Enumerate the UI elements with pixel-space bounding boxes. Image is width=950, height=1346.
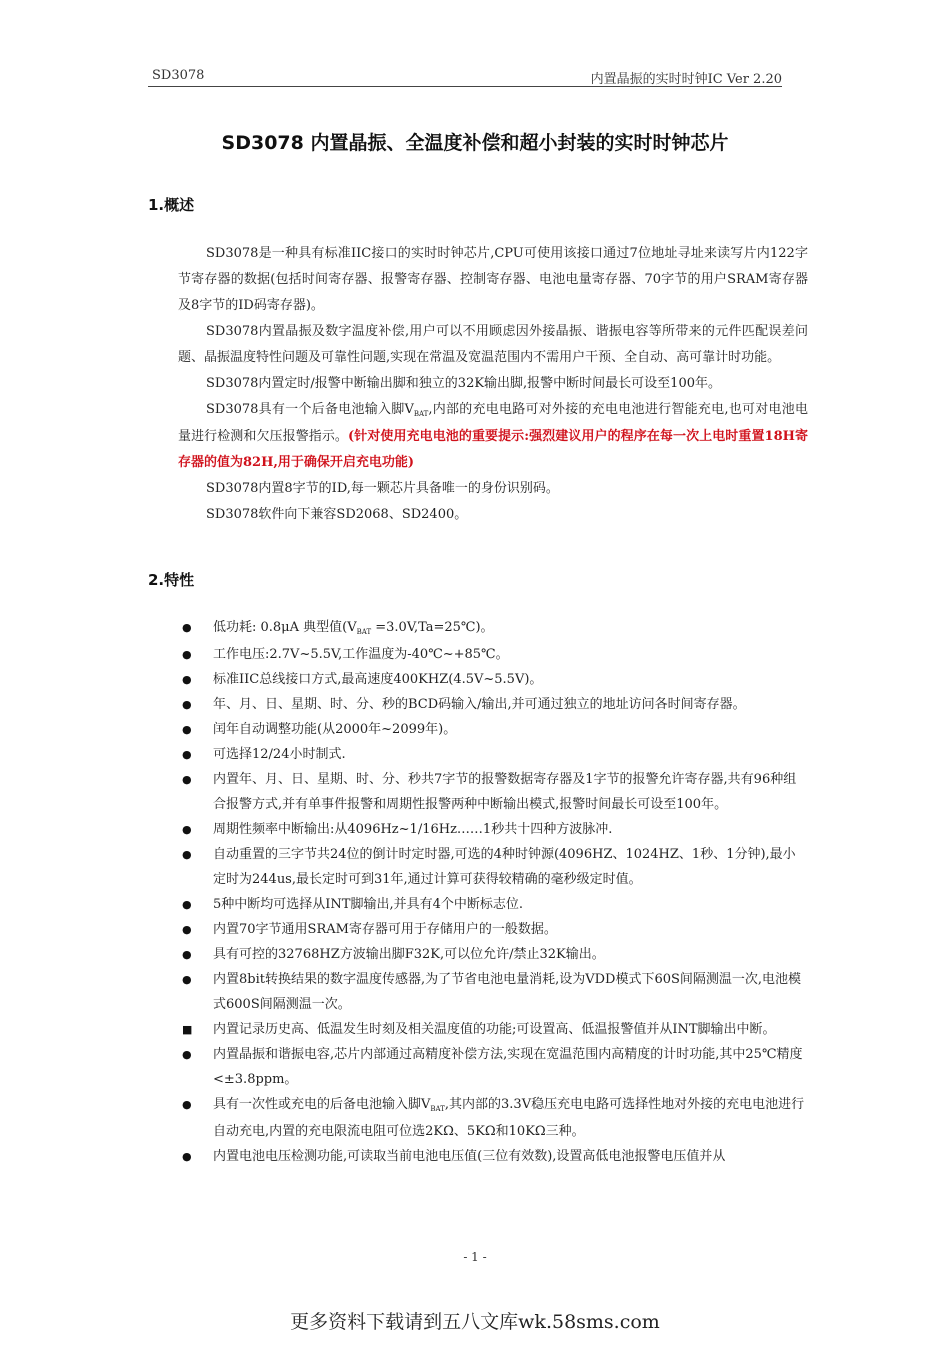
overview-section [178, 241, 808, 528]
feature-item: ● 年、月、日、星期、时、分、秒的BCD码输入/输出,并可通过独立的地址访问各时间寄存器。 [178, 692, 808, 717]
bullet-icon: ● [182, 1048, 192, 1061]
feature-list [178, 615, 808, 1169]
feature-item: ● 内置年、月、日、星期、时、分、秒共7字节的报警数据寄存器及1字节的报警允许寄存器,共有96种组合报警方式,并有单事件报警和周期性报警两种中断输出模式,报警时间最长可设至100年。 [178, 767, 808, 817]
feature-item: ● 周期性频率中断输出:从4096Hz~1/16Hz……1秒共十四种方波脉冲. [178, 817, 808, 842]
page-number: - 1 - [463, 1250, 487, 1264]
bullet-icon: ● [182, 748, 192, 761]
feature-item: ● 低功耗: 0.8μA 典型值($V_{BAT}$ =3.0V,Ta=25℃)。 [178, 615, 808, 642]
bullet-icon: ● [182, 673, 192, 686]
feature-item: ● 具有可控的32768HZ方波输出脚F32K,可以位允许/禁止32K输出。 [178, 942, 808, 967]
bullet-icon: ● [182, 621, 192, 634]
bullet-icon: ● [182, 923, 192, 936]
bullet-icon: ● [182, 1150, 192, 1163]
header-doc-id: SD3078 [152, 68, 205, 83]
bullet-icon: ● [182, 973, 192, 986]
bullet-icon: ● [182, 823, 192, 836]
feature-item: ● 标准IIC总线接口方式,最高速度400KHZ(4.5V~5.5V)。 [178, 667, 808, 692]
feature-item: ● 5种中断均可选择从INT脚输出,并具有4个中断标志位. [178, 892, 808, 917]
feature-item: ■ 内置记录历史高、低温发生时刻及相关温度值的功能;可设置高、低温报警值并从INT脚输出中断。 [178, 1017, 808, 1042]
feature-item: ● 工作电压:2.7V~5.5V,工作温度为-40℃~+85℃。 [178, 642, 808, 667]
bullet-icon: ● [182, 723, 192, 736]
feature-item: ● 自动重置的三字节共24位的倒计时定时器,可选的4种时钟源(4096HZ、1024HZ、1秒、1分钟),最小定时为244us,最长定时可到31年,通过计算可获得较精确的毫秒级定时值。 [178, 842, 808, 892]
overview-paragraph-5: SD3078内置8字节的ID,每一颗芯片具备唯一的身份识别码。 [206, 481, 559, 496]
feature-item: ● 内置电池电压检测功能,可读取当前电池电压值(三位有效数),设置高低电池报警电压值并从 [178, 1144, 808, 1169]
section-heading-overview: 1.概述 [148, 196, 195, 214]
overview-paragraph-6: SD3078软件向下兼容SD2068、SD2400。 [206, 507, 468, 522]
feature-item: ● 闰年自动调整功能(从2000年~2099年)。 [178, 717, 808, 742]
charging-warning: (针对使用充电电池的重要提示:强烈建议用户的程序在每一次上电时重置18H寄存器的值为82H,用于确保开启充电功能) [178, 429, 808, 470]
document-title: SD3078 内置晶振、全温度补偿和超小封装的实时时钟芯片 [221, 132, 729, 154]
bullet-icon: ● [182, 773, 192, 786]
bullet-icon: ● [182, 898, 192, 911]
section-heading-features: 2.特性 [148, 571, 195, 589]
page-header [148, 66, 782, 87]
feature-item: ● 具有一次性或充电的后备电池输入脚$V_{BAT}$,其内部的3.3V稳压充电电路可选择性地对外接的充电电池进行自动充电,内置的充电限流电阻可位选2KΩ、5KΩ和10KΩ三种。 [178, 1092, 808, 1144]
bullet-icon: ● [182, 698, 192, 711]
header-doc-title: 内置晶振的实时时钟IC Ver 2.20 [590, 72, 782, 87]
feature-item: ● 内置70字节通用SRAM寄存器可用于存储用户的一般数据。 [178, 917, 808, 942]
feature-item: ● 内置晶振和谐振电容,芯片内部通过高精度补偿方法,实现在宽温范围内高精度的计时功能,其中25℃精度<±3.8ppm。 [178, 1042, 808, 1092]
bullet-icon: ● [182, 648, 192, 661]
bullet-icon: ● [182, 848, 192, 861]
overview-paragraph-1: SD3078是一种具有标准IIC接口的实时时钟芯片,CPU可使用该接口通过7位地址寻址来读写片内122字节寄存器的数据(包括时间寄存器、报警寄存器、控制寄存器、电池电量寄存器、70字节的用户SRAM寄存器及8字节的ID码寄存器)。 [178, 246, 808, 313]
square-bullet-icon: ■ [182, 1023, 193, 1036]
footer-download-link[interactable]: 更多资料下载请到五八文库wk.58sms.com [290, 1311, 660, 1333]
bullet-icon: ● [182, 948, 192, 961]
overview-paragraph-2: SD3078内置晶振及数字温度补偿,用户可以不用顾虑因外接晶振、谐振电容等所带来的元件匹配误差问题、晶振温度特性问题及可靠性问题,实现在常温及宽温范围内不需用户干预、全自动、高可靠计时功能。 [178, 324, 808, 365]
overview-paragraph-3: SD3078内置定时/报警中断输出脚和独立的32K输出脚,报警中断时间最长可设至100年。 [206, 376, 721, 391]
feature-item: ● 内置8bit转换结果的数字温度传感器,为了节省电池电量消耗,设为VDD模式下60S间隔测温一次,电池模式600S间隔测温一次。 [178, 967, 808, 1017]
feature-item: ● 可选择12/24小时制式. [178, 742, 808, 767]
overview-paragraph-4: SD3078具有一个后备电池输入脚$V_{BAT}$,内部的充电电路可对外接的充电电池进行智能充电,也可对电池电量进行检测和欠压报警指示。(针对使用充电电池的重要提示:强烈建议用户的程序在每一次上电时重置18H寄存器的值为82H,用于确保开启充电功能) [178, 402, 808, 470]
bullet-icon: ● [182, 1098, 192, 1111]
